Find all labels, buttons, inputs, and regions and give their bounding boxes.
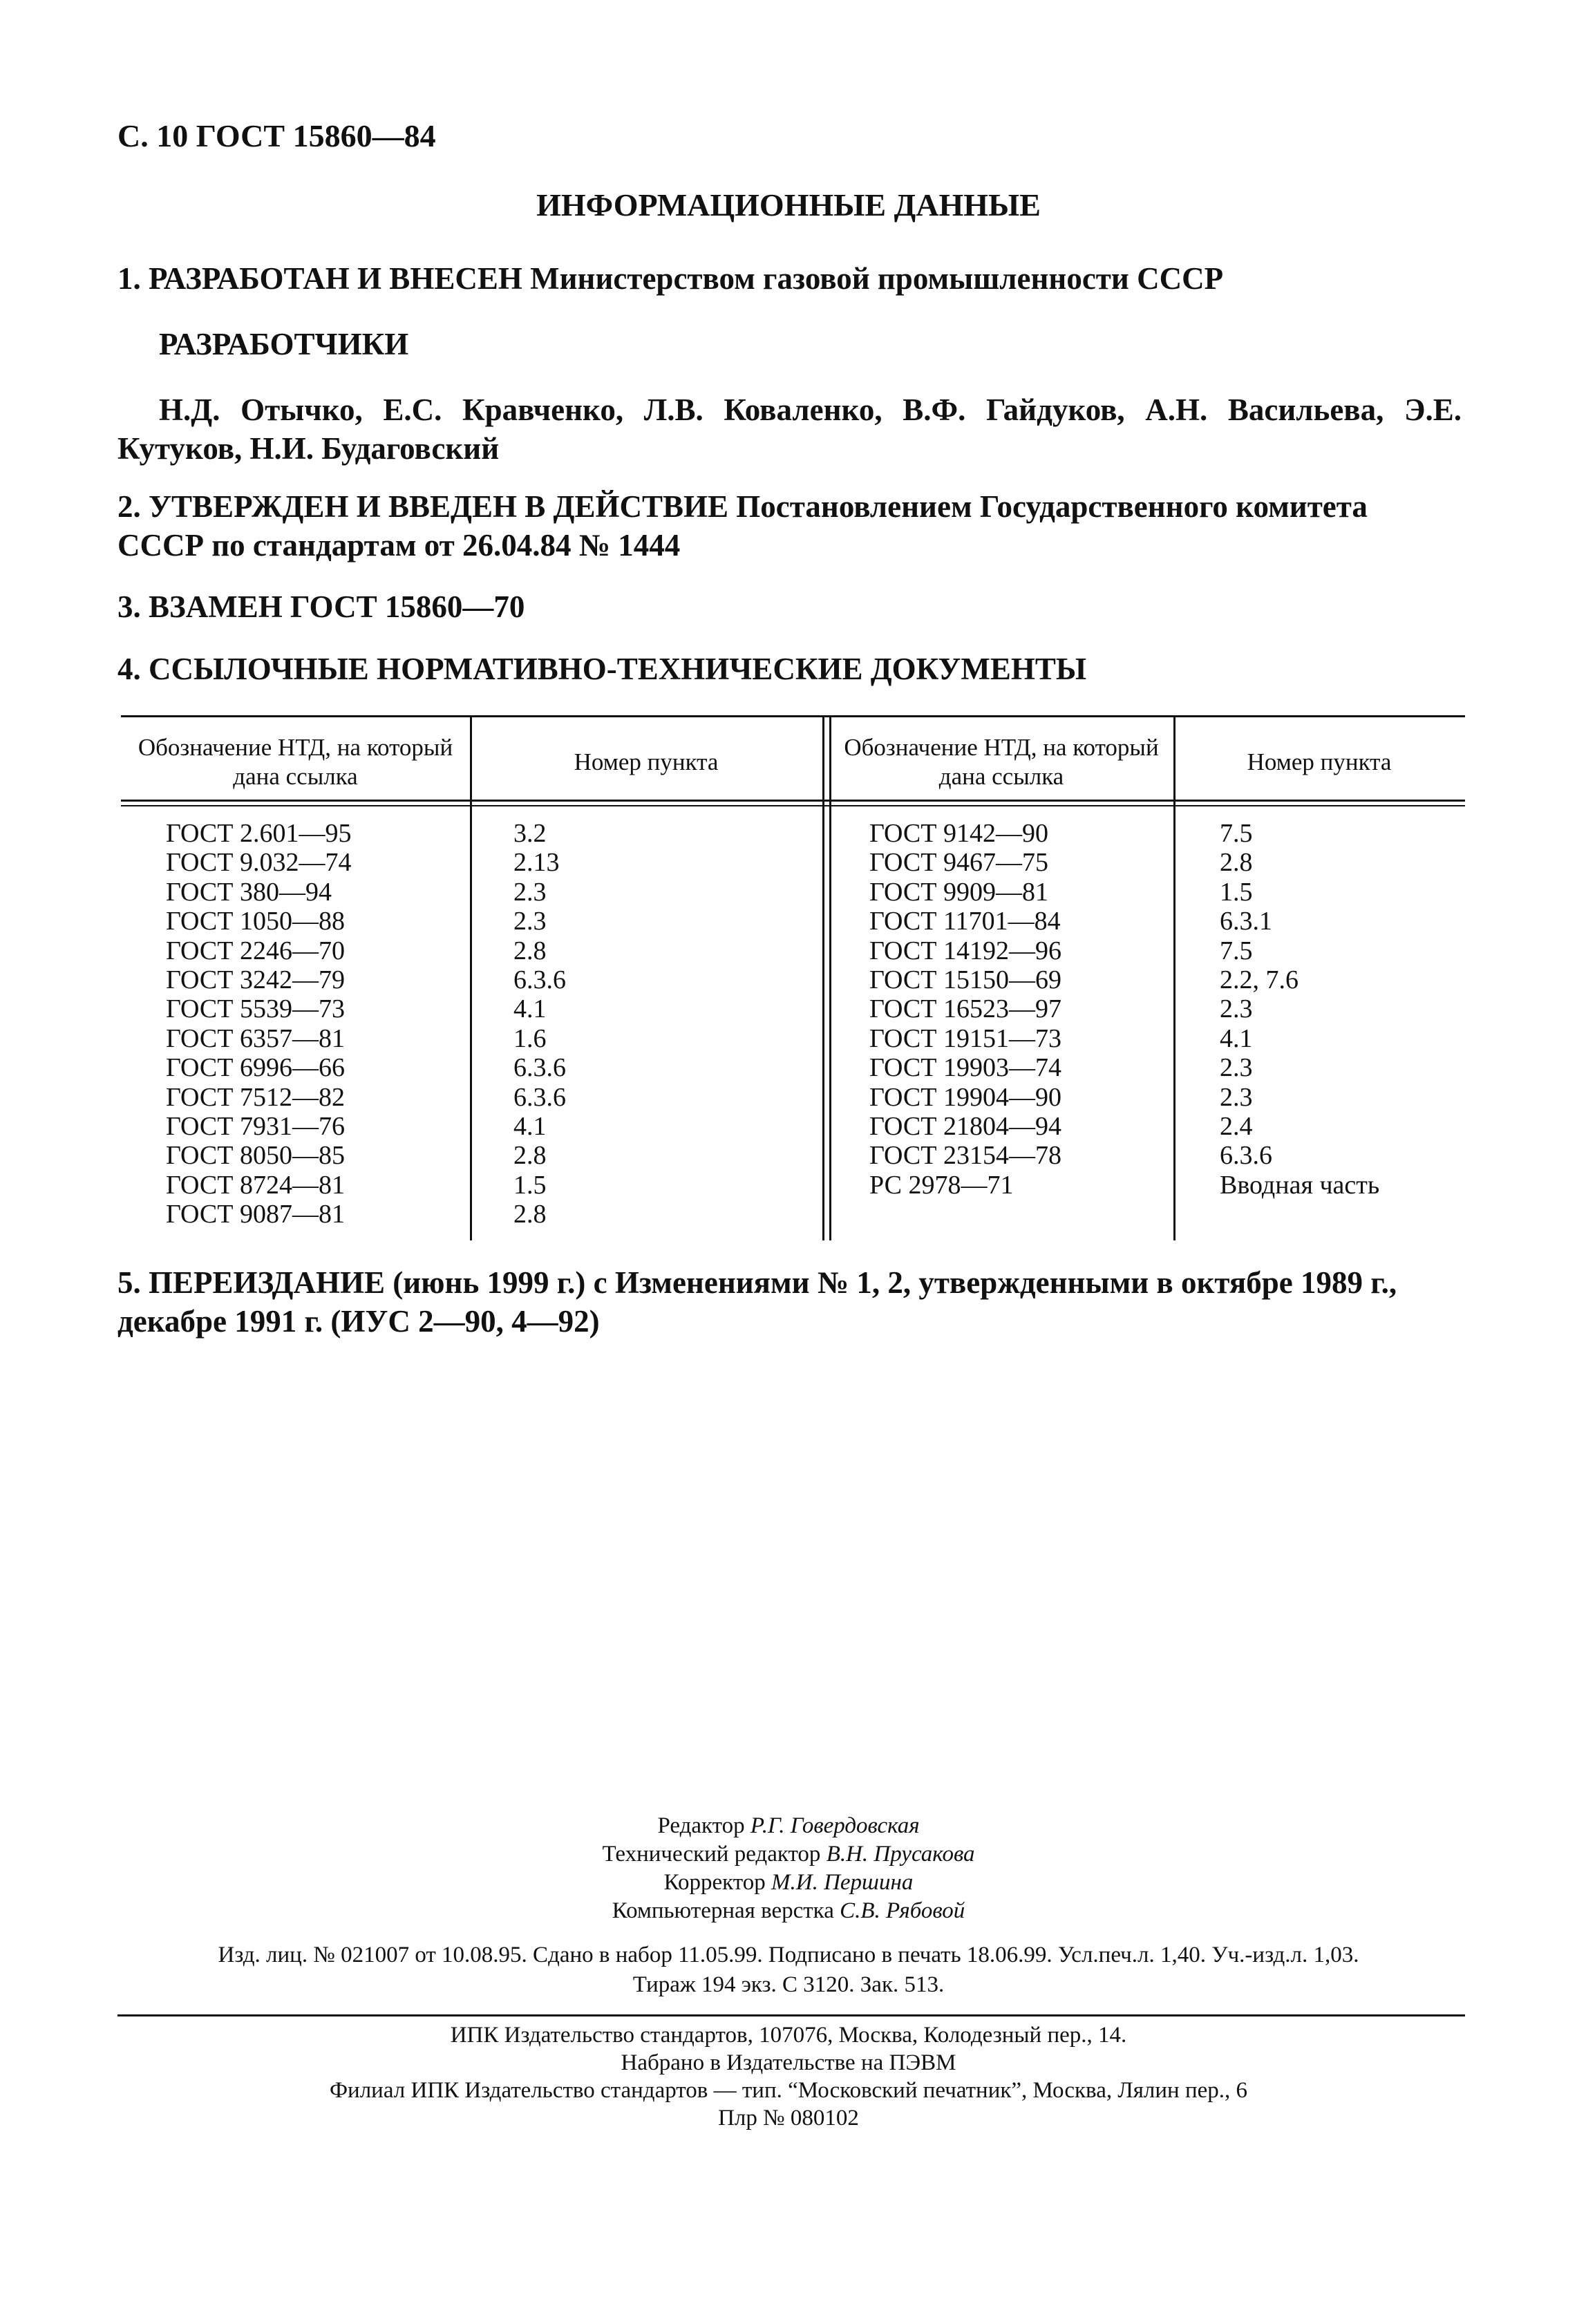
left-item-column <box>513 819 566 1229</box>
credit-name: М.И. Першина <box>771 1870 914 1895</box>
doc-designation: ГОСТ 7512—82 <box>166 1082 345 1112</box>
section-2-number: 2. <box>117 489 141 524</box>
doc-designation: ГОСТ 9.032—74 <box>166 848 352 878</box>
doc-designation: ГОСТ 9467—75 <box>869 848 1048 878</box>
imprint-divider <box>117 2014 1465 2016</box>
clause-number: 2.8 <box>513 936 547 965</box>
doc-designation: ГОСТ 5539—73 <box>166 994 345 1024</box>
credit-name: С.В. Рябовой <box>840 1898 965 1923</box>
section-4-text: ССЫЛОЧНЫЕ НОРМАТИВНО-ТЕХНИЧЕСКИЕ ДОКУМЕНТЫ <box>149 652 1087 686</box>
doc-designation: ГОСТ 2.601—95 <box>166 819 352 848</box>
developers-list: Н.Д. Отычко, Е.С. Кравченко, Л.В. Коваленко, В.Ф. Гайдуков, А.Н. Васильева, Э.Е. Кутуков, Н.И. Будаговский <box>117 393 1462 466</box>
section-5 <box>117 1263 1462 1341</box>
doc-designation: ГОСТ 6996—66 <box>166 1053 345 1083</box>
clause-number: 2.13 <box>513 848 560 878</box>
clause-number: 1.5 <box>513 1170 547 1200</box>
clause-number: 2.8 <box>513 1141 547 1171</box>
credit-role: Редактор <box>657 1813 745 1838</box>
page-title: ИНФОРМАЦИОННЫЕ ДАННЫЕ <box>536 187 1041 223</box>
clause-number: 7.5 <box>1220 819 1253 848</box>
doc-designation: ГОСТ 9909—81 <box>869 877 1048 907</box>
section-1 <box>117 259 1223 298</box>
table-header-item-right: Номер пункта <box>1247 748 1392 775</box>
clause-number: 2.3 <box>1220 994 1253 1024</box>
doc-designation: ГОСТ 8724—81 <box>166 1170 345 1200</box>
table-divider <box>822 715 824 1240</box>
section-1-number: 1. <box>117 261 141 296</box>
doc-designation: ГОСТ 16523—97 <box>869 994 1061 1024</box>
section-1-text: Министерством газовой промышленности СССР <box>530 261 1224 296</box>
clause-number: 4.1 <box>1220 1023 1253 1053</box>
doc-designation: ГОСТ 8050—85 <box>166 1141 345 1171</box>
clause-number: 2.3 <box>513 907 547 936</box>
clause-number: 6.3.6 <box>513 1082 566 1112</box>
clause-number: 2.8 <box>513 1200 547 1229</box>
reference-documents-table <box>121 715 1465 1240</box>
clause-number: 4.1 <box>513 994 547 1024</box>
right-doc-column <box>869 819 1061 1200</box>
table-header-item-left: Номер пункта <box>574 748 719 775</box>
doc-designation: ГОСТ 7931—76 <box>166 1112 345 1142</box>
credit-layout <box>0 1897 1577 1925</box>
imprint-line: Тираж 194 экз. С 3120. Зак. 513. <box>632 1972 945 1997</box>
section-4 <box>117 650 1086 688</box>
doc-designation: ГОСТ 23154—78 <box>869 1141 1061 1171</box>
doc-designation: ГОСТ 14192—96 <box>869 936 1061 965</box>
section-3-text: ВЗАМЕН ГОСТ 15860—70 <box>149 589 525 624</box>
publisher-line: Плр № 080102 <box>718 2106 859 2131</box>
clause-number: 1.5 <box>1220 877 1253 907</box>
imprint-block <box>0 1940 1577 2000</box>
section-2 <box>117 487 1462 565</box>
credits-block <box>0 1812 1577 1925</box>
credit-name: Р.Г. Говердовская <box>750 1813 920 1838</box>
doc-designation: ГОСТ 6357—81 <box>166 1023 345 1053</box>
table-top-rule <box>121 715 1465 717</box>
publisher-line: ИПК Издательство стандартов, 107076, Москва, Колодезный пер., 14. <box>450 2023 1127 2048</box>
clause-number: 6.3.6 <box>1220 1141 1272 1171</box>
section-3 <box>117 587 525 626</box>
clause-number: 2.3 <box>1220 1053 1253 1083</box>
developers-heading: РАЗРАБОТЧИКИ <box>159 327 409 361</box>
credit-tech-editor <box>0 1840 1577 1869</box>
section-2-text: Постановлением Государственного комитета СССР по стандартам от 26.04.84 № 1444 <box>117 489 1368 563</box>
doc-designation: ГОСТ 19151—73 <box>869 1023 1061 1053</box>
clause-number: 6.3.6 <box>513 965 566 995</box>
right-item-column <box>1220 819 1379 1200</box>
doc-designation: ГОСТ 380—94 <box>166 877 332 907</box>
publisher-line: Филиал ИПК Издательство стандартов — тип. “Московский печатник”, Москва, Лялин пер., 6 <box>329 2078 1248 2103</box>
clause-number: 2.2, 7.6 <box>1220 965 1299 995</box>
doc-designation: ГОСТ 9087—81 <box>166 1200 345 1229</box>
section-3-number: 3. <box>117 589 141 624</box>
credit-editor <box>0 1812 1577 1840</box>
doc-designation: ГОСТ 1050—88 <box>166 907 345 936</box>
table-header-doc-right: Обозначение НТД, на который дана ссылка <box>844 734 1159 790</box>
publisher-block <box>0 2021 1577 2132</box>
doc-designation: ГОСТ 19904—90 <box>869 1082 1061 1112</box>
clause-number: 4.1 <box>513 1112 547 1142</box>
section-1-lead: РАЗРАБОТАН И ВНЕСЕН <box>149 261 522 296</box>
imprint-line: Изд. лиц. № 021007 от 10.08.95. Сдано в набор 11.05.99. Подписано в печать 18.06.99. Усл.печ.л. 1,40. Уч.-изд.л. 1,03. <box>218 1943 1359 1967</box>
doc-designation: ГОСТ 11701—84 <box>869 907 1061 936</box>
clause-number: Вводная часть <box>1220 1170 1380 1200</box>
doc-designation: ГОСТ 2246—70 <box>166 936 345 965</box>
section-4-number: 4. <box>117 652 141 686</box>
clause-number: 2.8 <box>1220 848 1253 878</box>
clause-number: 2.4 <box>1220 1112 1253 1142</box>
doc-designation: ГОСТ 3242—79 <box>166 965 345 995</box>
credit-proofreader <box>0 1869 1577 1897</box>
clause-number: 1.6 <box>513 1023 547 1053</box>
table-header-doc-left: Обозначение НТД, на который дана ссылка <box>138 734 453 790</box>
page-header: С. 10 ГОСТ 15860—84 <box>117 118 436 153</box>
section-5-text: ПЕРЕИЗДАНИЕ (июнь 1999 г.) с Изменениями № 1, 2, утвержденными в октябре 1989 г., декабре 1991 г. (ИУС 2—90, 4—92) <box>117 1265 1397 1339</box>
doc-designation: РС 2978—71 <box>869 1170 1014 1200</box>
credit-name: В.Н. Прусакова <box>826 1842 975 1867</box>
section-5-number: 5. <box>117 1265 141 1300</box>
doc-designation: ГОСТ 21804—94 <box>869 1112 1061 1142</box>
credit-role: Корректор <box>663 1870 766 1895</box>
table-header-rule <box>121 800 1465 802</box>
table-header-rule-double <box>121 805 1465 806</box>
clause-number: 6.3.1 <box>1220 907 1272 936</box>
doc-designation: ГОСТ 19903—74 <box>869 1053 1061 1083</box>
clause-number: 2.3 <box>1220 1082 1253 1112</box>
section-2-lead: УТВЕРЖДЕН И ВВЕДЕН В ДЕЙСТВИЕ <box>149 489 729 524</box>
clause-number: 2.3 <box>513 877 547 907</box>
clause-number: 3.2 <box>513 819 547 848</box>
credit-role: Технический редактор <box>602 1842 821 1867</box>
clause-number: 7.5 <box>1220 936 1253 965</box>
doc-designation: ГОСТ 15150—69 <box>869 965 1061 995</box>
publisher-line: Набрано в Издательстве на ПЭВМ <box>621 2050 956 2075</box>
credit-role: Компьютерная верстка <box>612 1898 834 1923</box>
clause-number: 6.3.6 <box>513 1053 566 1083</box>
left-doc-column <box>166 819 352 1229</box>
doc-designation: ГОСТ 9142—90 <box>869 819 1048 848</box>
